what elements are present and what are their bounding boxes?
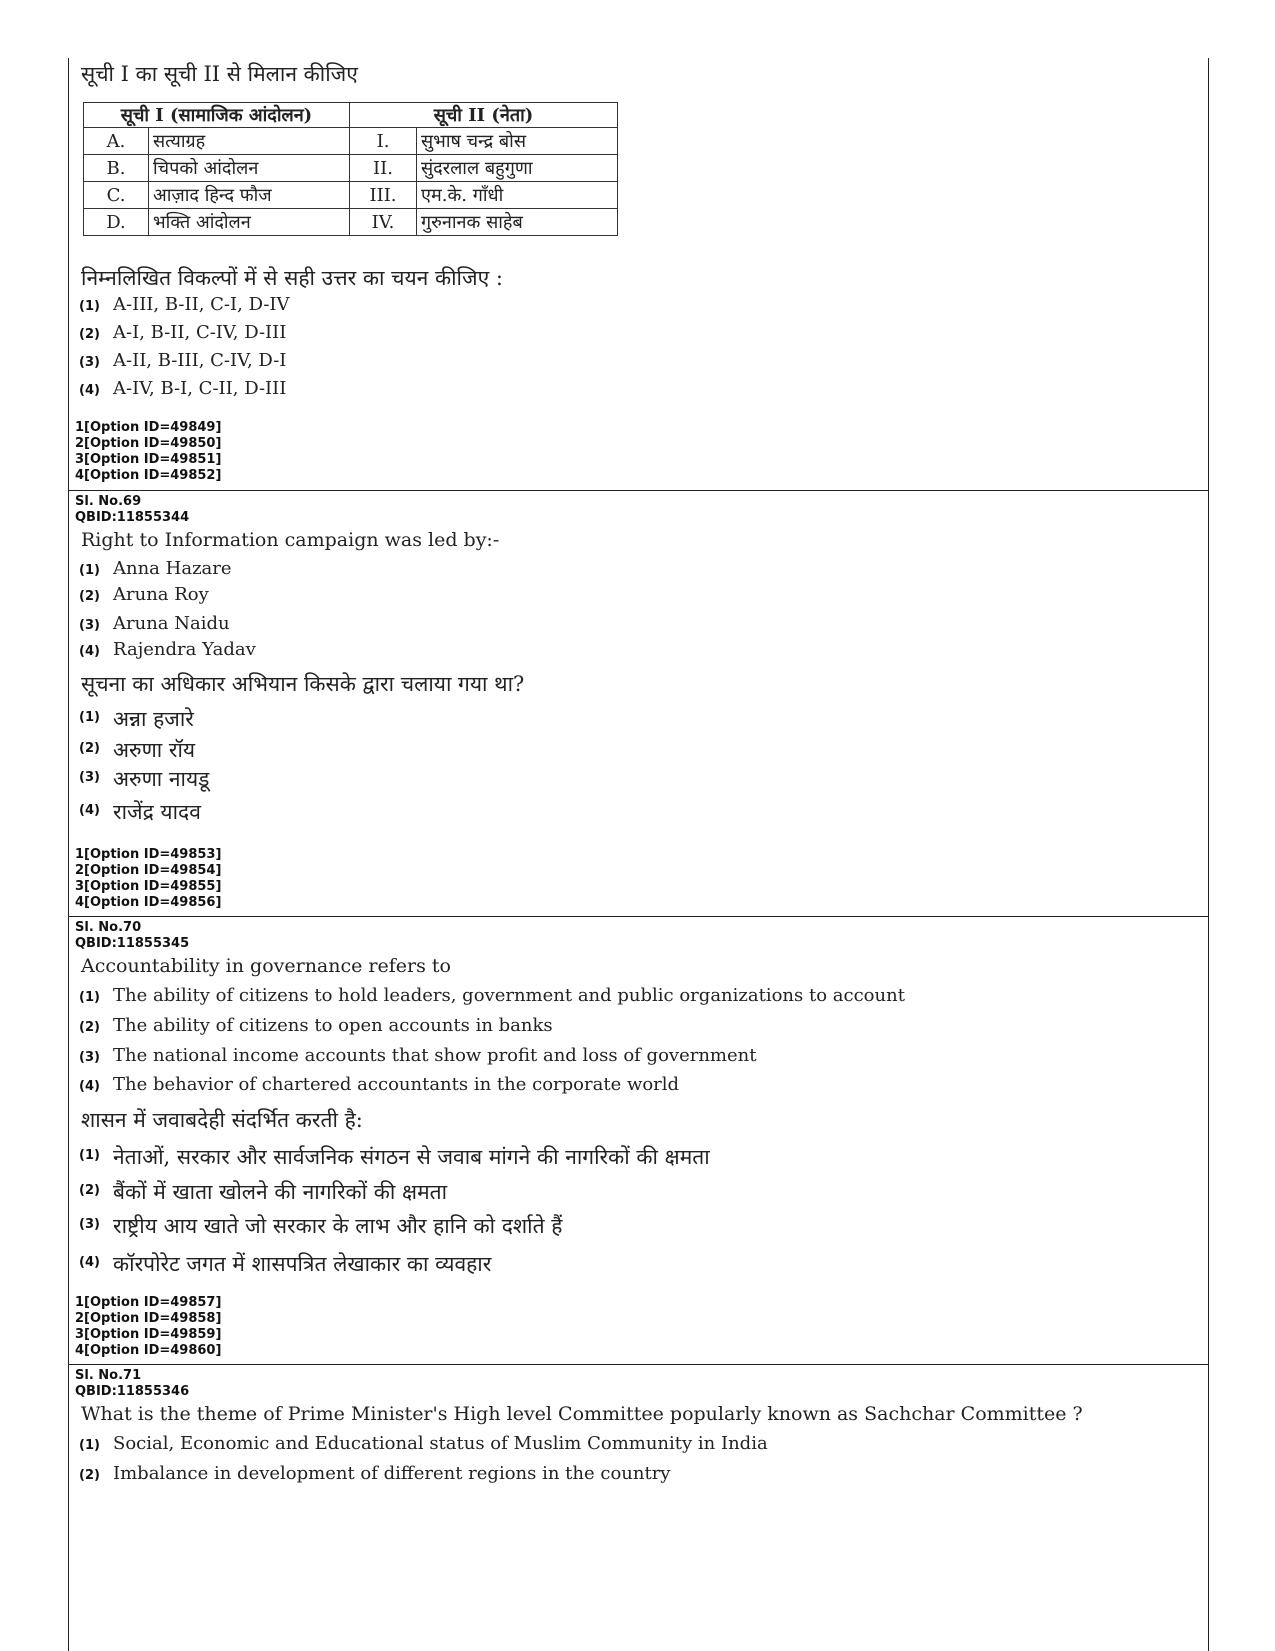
section-divider — [69, 1364, 1208, 1365]
question-70-section — [69, 918, 1208, 1364]
option-text: बैंकों में खाता खोलने की नागरिकों की क्षमता — [113, 1180, 448, 1204]
serial-number: Sl. No.71 — [75, 1368, 142, 1383]
option-text: A-I, B-II, C-IV, D-III — [113, 322, 287, 343]
row-letter: A. — [84, 128, 149, 155]
option-id: 4[Option ID=49860] — [75, 1343, 222, 1358]
match-instruction: सूची I का सूची II से मिलान कीजिए — [81, 62, 358, 86]
row-letter: B. — [84, 155, 149, 182]
social-movement: आज़ाद हिन्द फौज — [149, 182, 350, 209]
question-text-en: Accountability in governance refers to — [81, 955, 451, 977]
table-row — [84, 209, 618, 236]
option-number: (2) — [79, 1468, 100, 1483]
option-id: 3[Option ID=49859] — [75, 1327, 222, 1342]
option-number: (2) — [79, 327, 100, 342]
option-text: अरुणा रॉय — [113, 738, 196, 762]
row-letter: D. — [84, 209, 149, 236]
option-text: A-II, B-III, C-IV, D-I — [113, 350, 287, 371]
option-number: (2) — [79, 1020, 100, 1035]
option-id: 4[Option ID=49852] — [75, 468, 222, 483]
leader: एम.के. गाँधी — [417, 182, 618, 209]
table-row — [84, 182, 618, 209]
option-id-list — [75, 847, 221, 911]
option-number: (4) — [79, 1079, 100, 1094]
serial-number: Sl. No.70 — [75, 920, 142, 935]
option-number: (3) — [79, 1050, 100, 1065]
serial-number: Sl. No.69 — [75, 494, 142, 509]
match-table-header — [84, 103, 618, 128]
option-number: (1) — [79, 299, 100, 314]
option-text: अन्ना हजारे — [113, 707, 194, 731]
qbid: QBID:11855345 — [75, 936, 190, 951]
option-id: 3[Option ID=49855] — [75, 879, 222, 894]
row-numeral: II. — [350, 155, 417, 182]
option-id: 1[Option ID=49857] — [75, 1295, 222, 1310]
option-number: (3) — [79, 618, 100, 633]
question-text-hi: शासन में जवाबदेही संदर्भित करती है: — [81, 1108, 363, 1132]
social-movement: भक्ति आंदोलन — [149, 209, 350, 236]
option-id: 1[Option ID=49853] — [75, 847, 222, 862]
question-text-en: Right to Information campaign was led by:- — [81, 529, 500, 551]
option-number: (4) — [79, 1255, 100, 1270]
leader: सुभाष चन्द्र बोस — [417, 128, 618, 155]
social-movement: चिपको आंदोलन — [149, 155, 350, 182]
option-id: 3[Option ID=49851] — [75, 452, 222, 467]
question-text-en: What is the theme of Prime Minister's High level Committee popularly known as Sachchar Committee ? — [81, 1403, 1083, 1425]
option-id: 2[Option ID=49850] — [75, 436, 222, 451]
option-text: A-IV, B-I, C-II, D-III — [113, 378, 287, 399]
section-divider — [69, 916, 1208, 917]
option-text: Aruna Roy — [113, 584, 209, 605]
option-number: (1) — [79, 990, 100, 1005]
option-number: (1) — [79, 710, 100, 725]
option-number: (4) — [79, 644, 100, 659]
option-text: राष्ट्रीय आय खाते जो सरकार के लाभ और हानि को दर्शाते हैं — [113, 1214, 563, 1238]
option-number: (1) — [79, 563, 100, 578]
option-id: 2[Option ID=49858] — [75, 1311, 222, 1326]
list-2-heading: सूची II (नेता) — [350, 103, 618, 128]
option-number: (3) — [79, 355, 100, 370]
option-text: The ability of citizens to open accounts in banks — [113, 1015, 553, 1036]
row-letter: C. — [84, 182, 149, 209]
table-row — [84, 128, 618, 155]
option-text: The ability of citizens to hold leaders, government and public organizations to account — [113, 985, 905, 1006]
option-number: (3) — [79, 770, 100, 785]
list-1-heading: सूची I (सामाजिक आंदोलन) — [84, 103, 350, 128]
option-text: Anna Hazare — [113, 558, 232, 579]
option-number: (2) — [79, 1183, 100, 1198]
option-number: (1) — [79, 1148, 100, 1163]
option-number: (1) — [79, 1438, 100, 1453]
option-text: नेताओं, सरकार और सार्वजनिक संगठन से जवाब मांगने की नागरिकों की क्षमता — [113, 1145, 710, 1169]
leader: गुरुनानक साहेब — [417, 209, 618, 236]
option-text: Imbalance in development of different regions in the country — [113, 1463, 671, 1484]
option-number: (2) — [79, 589, 100, 604]
table-row — [84, 155, 618, 182]
option-text: Aruna Naidu — [113, 613, 230, 634]
leader: सुंदरलाल बहुगुणा — [417, 155, 618, 182]
row-numeral: III. — [350, 182, 417, 209]
option-text: A-III, B-II, C-I, D-IV — [113, 294, 290, 315]
option-text: राजेंद्र यादव — [113, 800, 201, 824]
option-text: Social, Economic and Educational status of Muslim Community in India — [113, 1433, 768, 1454]
option-id: 4[Option ID=49856] — [75, 895, 222, 910]
option-number: (4) — [79, 383, 100, 398]
option-number: (3) — [79, 1217, 100, 1232]
option-text: कॉरपोरेट जगत में शासपत्रित लेखाकार का व्यवहार — [113, 1252, 492, 1276]
social-movement: सत्याग्रह — [149, 128, 350, 155]
question-paper-page — [68, 58, 1209, 1651]
option-text: अरुणा नायडू — [113, 767, 210, 791]
option-id: 2[Option ID=49854] — [75, 863, 222, 878]
choose-answer-prompt: निम्नलिखित विकल्पों में से सही उत्तर का चयन कीजिए : — [81, 266, 503, 290]
match-table — [83, 102, 618, 236]
option-text: The behavior of chartered accountants in the corporate world — [113, 1074, 680, 1095]
question-text-hi: सूचना का अधिकार अभियान किसके द्वारा चलाया गया था? — [81, 672, 525, 696]
section-divider — [69, 490, 1208, 491]
option-id: 1[Option ID=49849] — [75, 420, 222, 435]
question-68-section — [69, 58, 1208, 495]
qbid: QBID:11855344 — [75, 510, 190, 525]
question-71-section — [69, 1366, 1208, 1651]
option-text: Rajendra Yadav — [113, 639, 256, 660]
question-69-section — [69, 492, 1208, 916]
row-numeral: I. — [350, 128, 417, 155]
option-id-list — [75, 1295, 221, 1359]
option-number: (2) — [79, 741, 100, 756]
option-id-list — [75, 420, 221, 484]
row-numeral: IV. — [350, 209, 417, 236]
option-number: (4) — [79, 803, 100, 818]
qbid: QBID:11855346 — [75, 1384, 190, 1399]
option-text: The national income accounts that show profit and loss of government — [113, 1045, 757, 1066]
